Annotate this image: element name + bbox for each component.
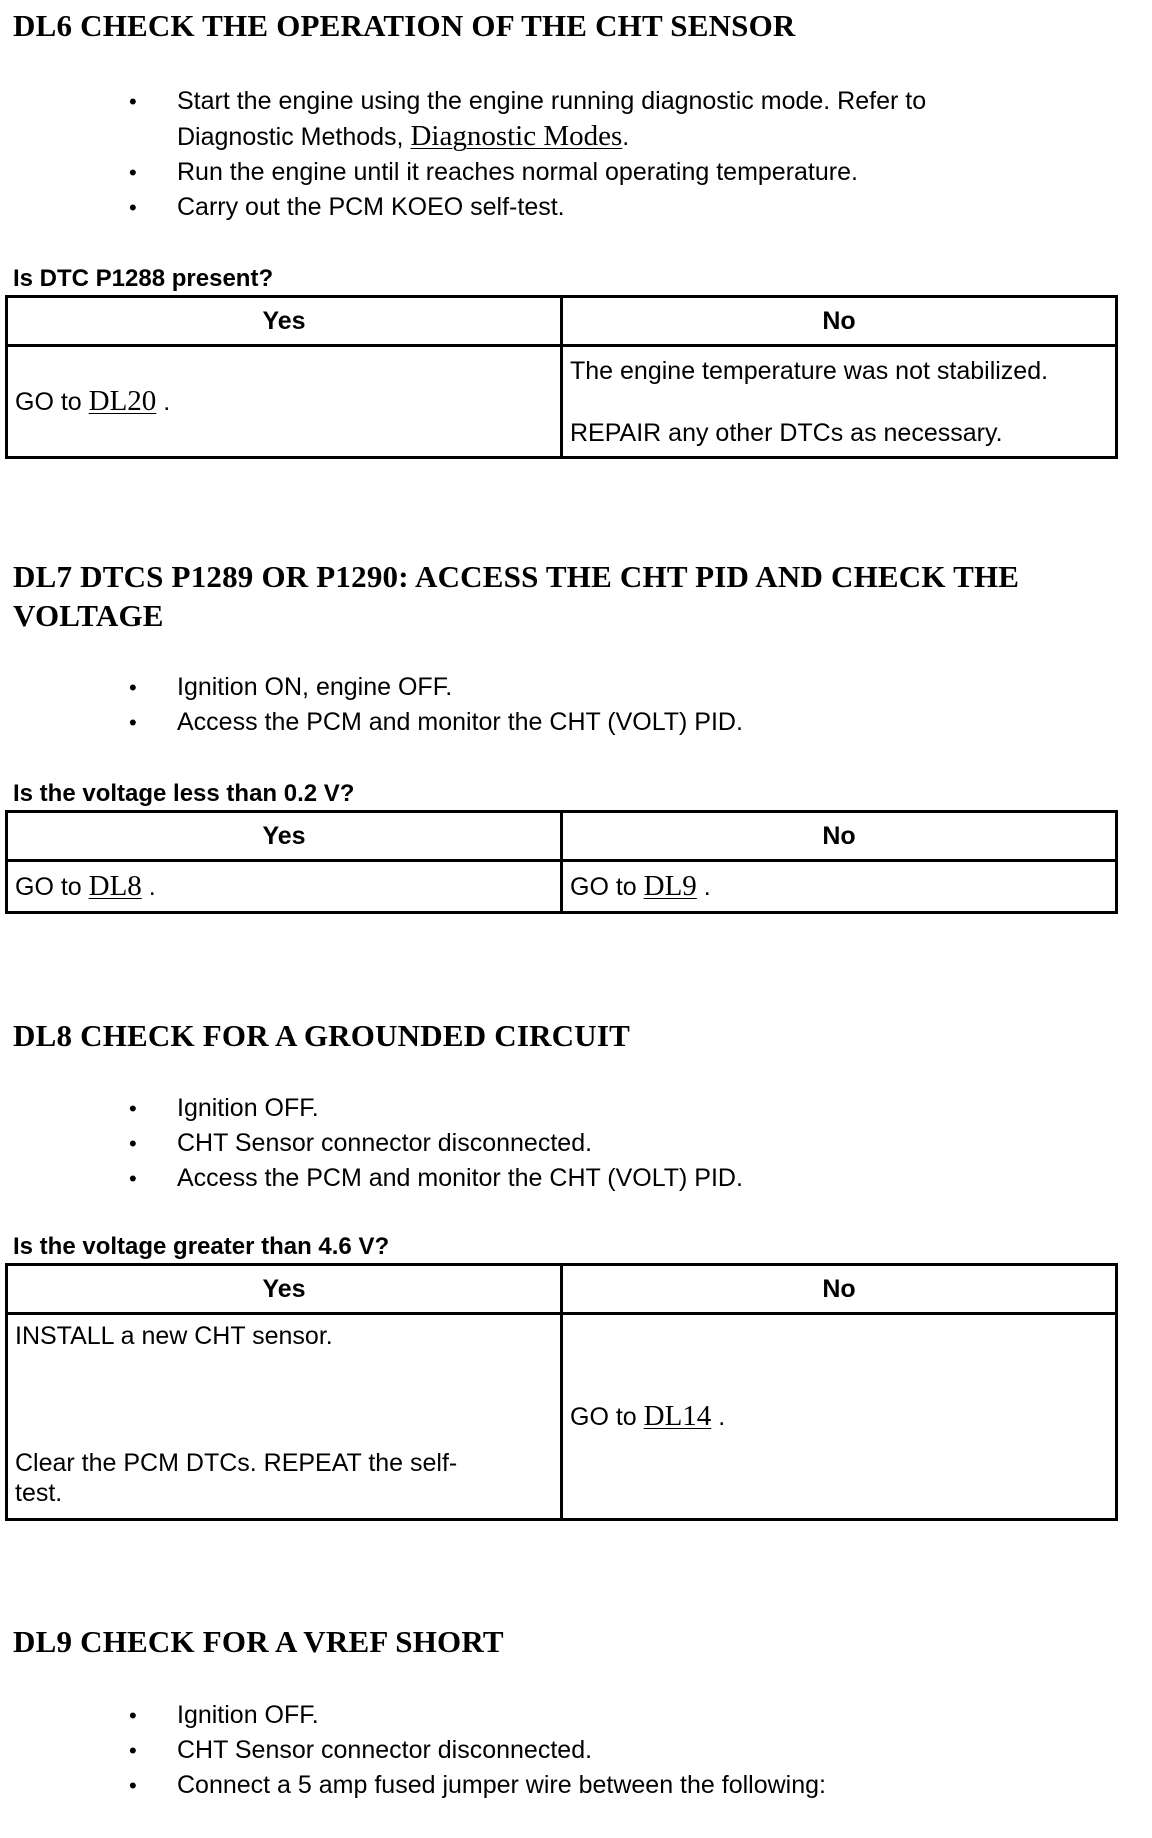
bullet-icon: • [129, 1773, 137, 1798]
step-title-dl9: DL9 CHECK FOR A VREF SHORT [13, 1624, 504, 1659]
link-dl20[interactable]: DL20 [88, 385, 157, 417]
question-dl6: Is DTC P1288 present? [13, 265, 274, 292]
bullet-icon: • [129, 89, 137, 114]
bullet-item: • Ignition ON, engine OFF. [0, 670, 1140, 705]
bullet-item: • Carry out the PCM KOEO self-test. [0, 190, 1140, 225]
question-dl7: Is the voltage less than 0.2 V? [13, 780, 355, 807]
no-cell: GO to DL9 . [562, 861, 1117, 913]
link-dl9[interactable]: DL9 [643, 870, 697, 902]
yes-header: Yes [7, 297, 562, 346]
link-diagnostic-modes[interactable]: Diagnostic Modes [410, 120, 623, 152]
bullet-icon: • [129, 1738, 137, 1763]
bullet-item: • CHT Sensor connector disconnected. [0, 1733, 1140, 1768]
yes-cell: GO to DL20 . [7, 346, 562, 458]
no-header: No [562, 1265, 1117, 1314]
bullet-icon: • [129, 710, 137, 735]
bullet-icon: • [129, 1096, 137, 1121]
yes-no-table-dl6 [5, 295, 1118, 459]
step-title-dl6: DL6 CHECK THE OPERATION OF THE CHT SENSOR [13, 8, 796, 43]
yes-no-table-dl8 [5, 1263, 1118, 1521]
step-title-dl8: DL8 CHECK FOR A GROUNDED CIRCUIT [13, 1018, 630, 1053]
bullet-item: • Access the PCM and monitor the CHT (VOLT) PID. [0, 705, 1140, 740]
bullet-icon: • [129, 1131, 137, 1156]
bullet-item: • CHT Sensor connector disconnected. [0, 1126, 1140, 1161]
bullet-icon: • [129, 195, 137, 220]
yes-no-table-dl7 [5, 810, 1118, 914]
bullet-list-dl7 [0, 670, 1140, 740]
no-header: No [562, 812, 1117, 861]
no-cell: The engine temperature was not stabilized. REPAIR any other DTCs as necessary. [562, 346, 1117, 458]
yes-cell: GO to DL8 . [7, 861, 562, 913]
bullet-icon: • [129, 1703, 137, 1728]
bullet-item: • Connect a 5 amp fused jumper wire between the following: [0, 1768, 1140, 1803]
step-title-dl7: DL7 DTCS P1289 OR P1290: ACCESS THE CHT PID AND CHECK THE VOLTAGE [13, 559, 1020, 633]
bullet-item: • Access the PCM and monitor the CHT (VOLT) PID. [0, 1161, 1140, 1196]
yes-cell: INSTALL a new CHT sensor. Clear the PCM DTCs. REPEAT the self- test. [7, 1314, 562, 1520]
bullet-item: • Start the engine using the engine running diagnostic mode. Refer to Diagnostic Methods, Diagnostic Modes. [0, 84, 1140, 155]
bullet-icon: • [129, 160, 137, 185]
no-header: No [562, 297, 1117, 346]
link-dl8[interactable]: DL8 [88, 870, 142, 902]
bullet-icon: • [129, 1166, 137, 1191]
link-dl14[interactable]: DL14 [643, 1400, 712, 1432]
yes-header: Yes [7, 812, 562, 861]
bullet-item: • Ignition OFF. [0, 1698, 1140, 1733]
question-dl8: Is the voltage greater than 4.6 V? [13, 1233, 390, 1260]
bullet-list-dl9 [0, 1698, 1140, 1803]
yes-header: Yes [7, 1265, 562, 1314]
no-cell: GO to DL14 . [562, 1314, 1117, 1520]
bullet-list-dl6 [0, 84, 1140, 225]
bullet-icon: • [129, 675, 137, 700]
bullet-item: • Ignition OFF. [0, 1091, 1140, 1126]
bullet-list-dl8 [0, 1091, 1140, 1196]
bullet-item: • Run the engine until it reaches normal operating temperature. [0, 155, 1140, 190]
